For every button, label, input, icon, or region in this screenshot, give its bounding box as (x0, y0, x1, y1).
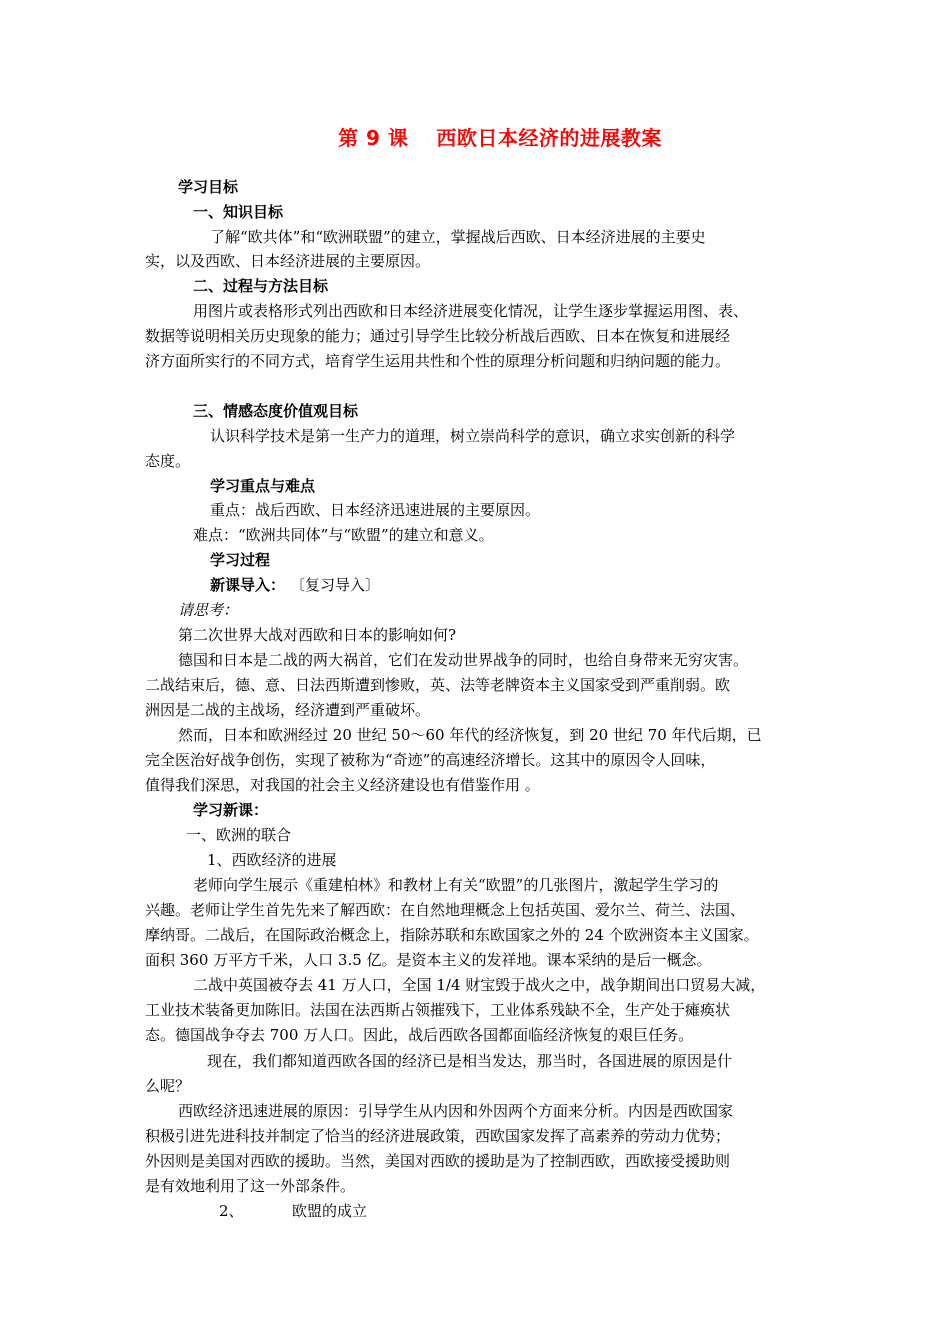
heading-process-goals: 二、过程与方法目标 (193, 277, 329, 295)
heading-learning-goals: 学习目标 (178, 178, 239, 196)
paragraph-line: 兴趣。老师让学生首先先来了解西欧：在自然地理概念上包括英国、爱尔兰、荷兰、法国、 (145, 901, 746, 919)
heading-attitude-goals: 三、情感态度价值观目标 (193, 402, 359, 420)
heading-key-points: 学习重点与难点 (210, 477, 316, 495)
paragraph-line: 态度。 (145, 452, 191, 470)
paragraph-line: 认识科学技术是第一生产力的道理，树立崇尚科学的意识，确立求实创新的科学 (210, 427, 736, 445)
paragraph-line: 然而，日本和欧洲经过 20 世纪 50～60 年代的经济恢复，到 20 世纪 70 年代后期，已 (178, 726, 762, 744)
subsection-number: 2、 (219, 1202, 244, 1220)
paragraph-line: 用图片或表格形式列出西欧和日本经济进展变化情况，让学生逐步掌握运用图、表、 (193, 302, 749, 320)
heading-learning-process: 学习过程 (210, 551, 271, 569)
paragraph-line: 外因则是美国对西欧的援助。当然，美国对西欧的援助是为了控制西欧，西欧接受援助则 (145, 1152, 731, 1170)
new-lesson-intro-label: 新课导入： (210, 576, 286, 594)
document-title: 第 9 课 西欧日本经济的进展教案 (338, 126, 662, 150)
paragraph-line: 济方面所实行的不同方式，培育学生运用共性和个性的原理分析问题和归纳问题的能力。 (145, 352, 731, 370)
paragraph-line: 了解“欧共体”和“欧洲联盟”的建立，掌握战后西欧、日本经济进展的主要史 (210, 228, 706, 246)
paragraph-line: 老师向学生展示《重建柏林》和教材上有关“欧盟”的几张图片，激起学生学习的 (193, 876, 719, 894)
paragraph-line: 积极引进先进科技并制定了恰当的经济进展政策，西欧国家发挥了高素养的劳动力优势； (145, 1127, 731, 1145)
difficulty-line: 难点：“欧洲共同体”与“欧盟”的建立和意义。 (193, 526, 494, 544)
paragraph-line: 值得我们深思，对我国的社会主义经济建设也有借鉴作用 。 (145, 776, 540, 794)
subsection-heading-eu-founding: 欧盟的成立 (292, 1202, 368, 1220)
paragraph-line: 工业技术装备更加陈旧。法国在法西斯占领摧残下，工业体系残缺不全，生产处于瘫痪状 (145, 1001, 731, 1019)
paragraph-line: 西欧经济迅速进展的原因：引导学生从内因和外因两个方面来分析。内因是西欧国家 (178, 1102, 734, 1120)
paragraph-line: 么呢？ (145, 1077, 191, 1095)
paragraph-line: 德国和日本是二战的两大祸首，它们在发动世界战争的同时，也给自身带来无穷灾害。 (178, 651, 749, 669)
new-lesson-intro-text: 〔复习导入〕 (290, 576, 381, 594)
key-point-line: 重点：战后西欧、日本经济迅速进展的主要原因。 (210, 501, 541, 519)
heading-new-lesson: 学习新课： (193, 801, 269, 819)
question-line: 第二次世界大战对西欧和日本的影响如何? (178, 626, 457, 644)
paragraph-line: 实，以及西欧、日本经济进展的主要原因。 (145, 252, 431, 270)
paragraph-line: 现在，我们都知道西欧各国的经济已是相当发达，那当时，各国进展的原因是什 (207, 1052, 733, 1070)
paragraph-line: 态。德国战争夺去 700 万人口。因此，战后西欧各国都面临经济恢复的艰巨任务。 (145, 1026, 694, 1044)
please-think-label: 请思考： (178, 601, 239, 619)
paragraph-line: 二战中英国被夺去 41 万人口，全国 1/4 财宝毁于战火之中，战争期间出口贸易大减， (193, 976, 766, 994)
paragraph-line: 是有效地利用了这一外部条件。 (145, 1177, 356, 1195)
section-heading-europe-union: 一、欧洲的联合 (186, 826, 292, 844)
paragraph-line: 二战结束后，德、意、日法西斯遭到惨败，英、法等老牌资本主义国家受到严重削弱。欧 (145, 676, 731, 694)
paragraph-line: 完全医治好战争创伤，实现了被称为“奇迹”的高速经济增长。这其中的原因令人回味， (145, 751, 716, 769)
paragraph-line: 洲因是二战的主战场，经济遭到严重破坏。 (145, 701, 431, 719)
paragraph-line: 数据等说明相关历史现象的能力；通过引导学生比较分析战后西欧、日本在恢复和进展经 (145, 327, 731, 345)
heading-knowledge-goals: 一、知识目标 (193, 203, 284, 221)
subsection-heading-west-europe-economy: 1、西欧经济的进展 (207, 851, 337, 869)
paragraph-line: 摩纳哥。二战后，在国际政治概念上，指除苏联和东欧国家之外的 24 个欧洲资本主义国家。 (145, 926, 759, 944)
paragraph-line: 面积 360 万平方千米，人口 3.5 亿。是资本主义的发祥地。课本采纳的是后一概念。 (145, 951, 712, 969)
